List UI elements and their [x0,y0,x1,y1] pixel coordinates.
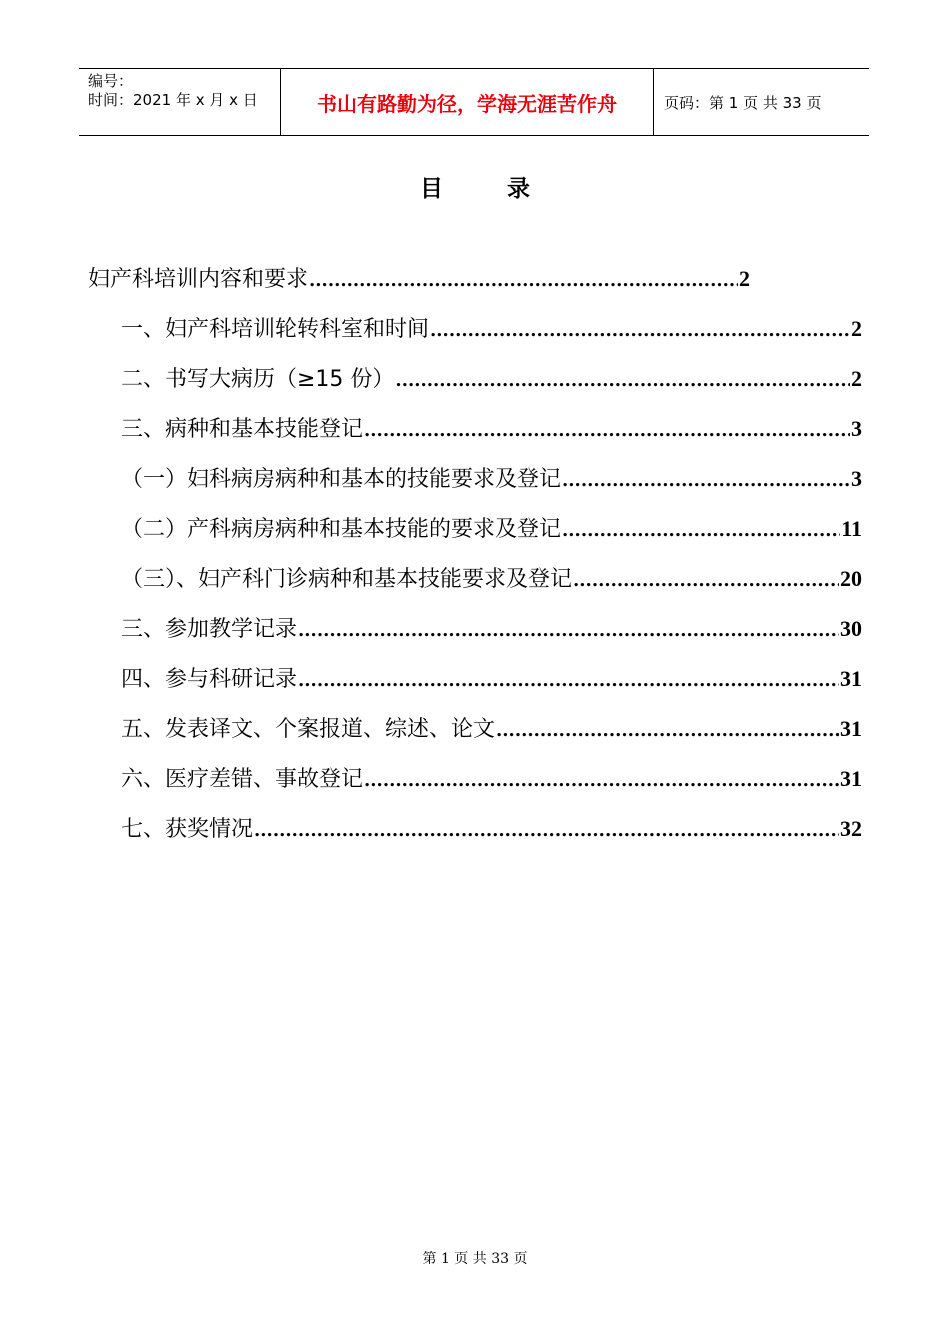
toc-entry-text: （一）妇科病房病种和基本的技能要求及登记 [121,467,562,492]
header-meta-cell [79,69,281,135]
toc-entry-page: 2 [851,316,862,341]
toc-entry-page: 3 [851,466,862,491]
toc-leader-dots [562,520,840,541]
page-header [79,68,869,136]
toc-leader-dots [395,370,850,391]
toc-entry-page: 31 [840,766,862,791]
toc-entry-page: 30 [840,616,862,641]
toc-entry[interactable] [121,362,862,402]
header-motto: 书山有路勤为径，学海无涯苦作舟 [281,69,654,135]
toc-entry[interactable] [121,812,862,852]
toc-entry-text: （二）产科病房病种和基本技能的要求及登记 [121,517,562,542]
toc-entry-page: 31 [840,716,862,741]
toc-leader-dots [309,270,738,291]
toc-entry-text: 四、参与科研记录 [121,667,298,692]
toc-entry-page: 31 [840,666,862,691]
toc-entry[interactable] [121,612,862,652]
toc-entry-page: 32 [840,816,862,841]
toc-leader-dots [573,570,839,591]
toc-entry-text: 一、妇产科培训轮转科室和时间 [121,317,430,342]
toc-entry[interactable] [121,662,862,702]
toc-entry-page: 20 [840,566,862,591]
toc-entry[interactable] [121,412,862,452]
toc-entry[interactable] [121,462,862,502]
toc-leader-dots [496,720,839,741]
toc-entry-text: 三、参加教学记录 [121,617,298,642]
toc-entry-page: 2 [739,266,750,291]
toc-entry-page: 11 [841,516,862,541]
toc-entry-text: 二、书写大病历（≥15 份） [121,367,395,392]
header-page-info: 页码：第 1 页 共 33 页 [664,93,822,112]
toc-entry-text: （三）、妇产科门诊病种和基本技能要求及登记 [121,567,573,592]
toc-leader-dots [562,470,850,491]
page-footer: 第 1 页 共 33 页 [422,1251,528,1267]
document-date: 时间：2021 年 x 月 x 日 [88,91,258,109]
toc-entry[interactable] [121,712,862,752]
toc-leader-dots [364,420,850,441]
toc-entry[interactable] [121,562,862,602]
page-title: 目 录 [419,176,558,202]
toc-entry-text: 妇产科培训内容和要求 [88,267,309,292]
toc-entry-text: 七、获奖情况 [121,817,254,842]
document-number-label: 编号： [88,72,134,90]
toc-entry-text: 五、发表译文、个案报道、综述、论文 [121,717,496,742]
toc-entry[interactable] [88,262,750,302]
toc-leader-dots [298,620,839,641]
toc-leader-dots [254,820,839,841]
toc-entry[interactable] [121,312,862,352]
toc-entry-text: 三、病种和基本技能登记 [121,417,364,442]
toc-leader-dots [364,770,839,791]
toc-leader-dots [430,320,850,341]
toc-entry-page: 3 [851,416,862,441]
toc-entry[interactable] [121,512,862,552]
toc-entry[interactable] [121,762,862,802]
toc-leader-dots [298,670,839,691]
toc-entry-text: 六、医疗差错、事故登记 [121,767,364,792]
toc-entry-page: 2 [851,366,862,391]
